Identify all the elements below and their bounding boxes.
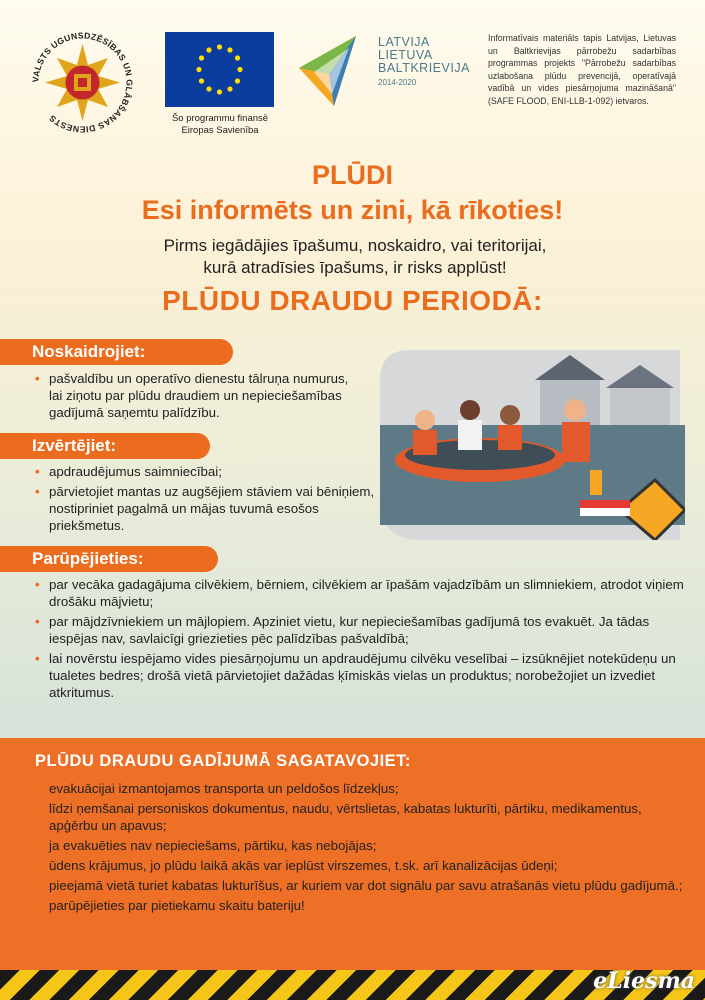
list-item: • lai novērstu iespējamo vides piesārņojumu un apdraudējumu cilvēku veselībai – izsūknējiet notekūdeņu un tualetes bedres; drošā vietā pārvietojiet dažādas ķīmiskās vielas un produktus; norobežojiet un izvediet atkritumus. (35, 650, 685, 701)
list-parupejieties (35, 576, 685, 704)
project-info-text: Informatīvais materiāls tapis Latvijas, Lietuvas un Baltkrievijas pārrobežu sadarbības programmas projekts "Pārrobežu sadarbības uzlabošana plūdu prevencijā, operatīvajā vadībā un vides piesārņojuma mazināšanā" (SAFE FLOOD, ENI-LLB-1-092) ietvaros. (488, 33, 676, 106)
section-heading: PLŪDU DRAUDU PERIODĀ: (162, 285, 543, 316)
list-item: • ja evakuēties nav nepieciešams, pārtiku, kas nebojājas; (35, 837, 685, 854)
programme-years: 2014-2020 (378, 78, 417, 87)
vugd-emblem-icon (30, 30, 135, 135)
flood-rescue-illustration (380, 340, 685, 540)
programme-name: LATVIJA LIETUVA BALTKRIEVIJA (378, 35, 470, 75)
list-noskaidrojiet (35, 370, 365, 424)
list-izvertejiet (35, 463, 375, 537)
list-item: • pašvaldību un operatīvo dienestu tālruņa numurus, lai ziņotu par plūdu draudiem un nepieciešamības gadījumā saņemtu palīdzību. (35, 370, 365, 421)
main-title: PLŪDI (312, 160, 393, 190)
preparation-list (35, 780, 685, 917)
list-item: • evakuācijai izmantojamos transporta un peldošos līdzekļus; (35, 780, 685, 797)
tab-parupejieties: Parūpējieties: (0, 546, 218, 572)
list-item: • līdzi ņemšanai personiskos dokumentus, naudu, vērtslietas, kabatas lukturīti, pārtiku, medikamentus, apģērbu un apavus; (35, 800, 685, 834)
subtitle: Pirms iegādājies īpašumu, noskaidro, vai teritorijai, kurā atradīsies īpašums, ir risks applūst! (163, 236, 547, 277)
list-item: • par mājdzīvniekiem un mājlopiem. Apziniet vietu, kur nepieciešamības gadījumā tos evakuēt. Ja tādas iespējas nav, savlaicīgi griezieties pēc palīdzības pašvaldībā; (35, 613, 685, 647)
list-item: • pārvietojiet mantas uz augšējiem stāviem vai bēniņiem, nostipriniet pagalmā un mājas tuvumā esošos priekšmetus. (35, 483, 375, 534)
list-item: • parūpējieties par pietiekamu skaitu bateriju! (35, 897, 685, 914)
list-item: • apdraudējumus saimniecībai; (35, 463, 375, 480)
programme-logo-icon (294, 28, 384, 108)
preparation-heading: PLŪDU DRAUDU GADĪJUMĀ SAGATAVOJIET: (35, 752, 411, 770)
tab-izvertejiet: Izvērtējiet: (0, 433, 210, 459)
tab-noskaidrojiet: Noskaidrojiet: (0, 339, 233, 365)
list-item: • par vecāka gadagājuma cilvēkiem, bērniem, cilvēkiem ar īpašām vajadzībām un slimniekiem, atrodot viņiem drošāku mājvietu; (35, 576, 685, 610)
watermark: eLiesma (593, 968, 695, 994)
eu-funding-caption: Šo programmu finansē Eiropas Savienība (171, 113, 269, 136)
list-item: • ūdens krājumus, jo plūdu laikā akās var ieplūst virszemes, t.sk. arī kanalizācijas ūdeņi; (35, 857, 685, 874)
main-slogan: Esi informēts un zini, kā rīkoties! (141, 195, 564, 225)
svg-text:VALSTS UGUNSDZĒSĪBAS UN GLĀBŠA: VALSTS UGUNSDZĒSĪBAS UN GLĀBŠANAS DIENESTS (30, 30, 135, 135)
eu-flag-icon (165, 32, 274, 107)
list-item: • pieejamā vietā turiet kabatas lukturīšus, ar kuriem var dot signālu par savu atrašanās vietu plūdu gadījumā.; (35, 877, 685, 894)
